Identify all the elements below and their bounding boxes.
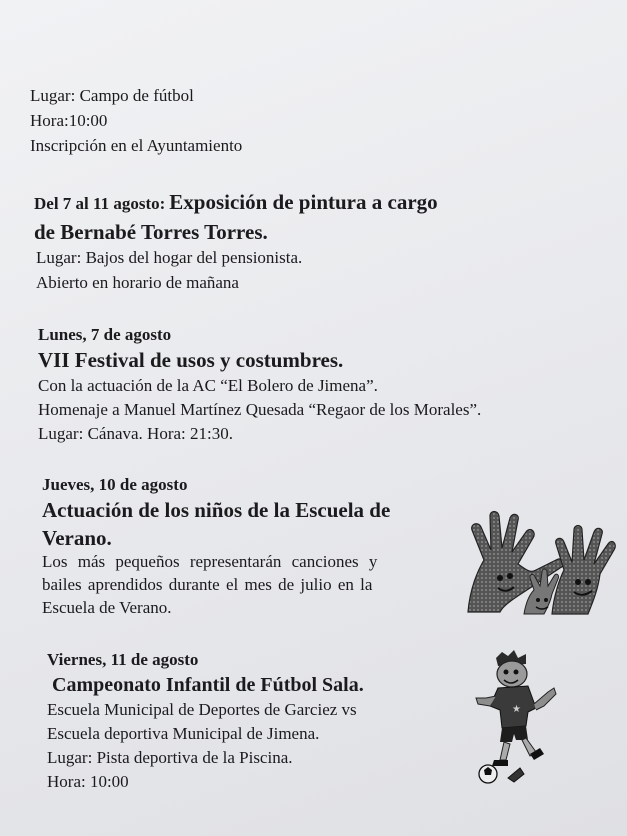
event3-line3: Escuela de Verano.	[42, 598, 172, 617]
football-player-illustration	[468, 648, 568, 788]
event1-date: Del 7 al 11 agosto:	[34, 194, 166, 213]
event2-line2: Homenaje a Manuel Martínez Quesada “Regaor de los Morales”.	[38, 400, 482, 419]
event1-title-line1: Exposición de pintura a cargo	[169, 190, 438, 214]
event4-line4: Hora: 10:00	[47, 772, 129, 791]
event4-date: Viernes, 11 de agosto	[47, 650, 199, 669]
event4-line2: Escuela deportiva Municipal de Jimena.	[47, 724, 320, 743]
event1-heading	[34, 190, 438, 215]
event4-line3: Lugar: Pista deportiva de la Piscina.	[47, 748, 293, 767]
event2-line1: Con la actuación de la AC “El Bolero de Jimena”.	[38, 376, 378, 395]
event2-date: Lunes, 7 de agosto	[38, 325, 172, 344]
event4-line1: Escuela Municipal de Deportes de Garciez vs	[47, 700, 357, 719]
event1-title-line2: de Bernabé Torres Torres.	[34, 220, 268, 244]
painted-hands-illustration	[460, 508, 625, 616]
event3-line1: Los más pequeños representarán canciones y	[42, 552, 378, 571]
intro-inscripcion: Inscripción en el Ayuntamiento	[30, 136, 243, 155]
event3-date: Jueves, 10 de agosto	[42, 475, 188, 494]
event4-title: Campeonato Infantil de Fútbol Sala.	[52, 674, 364, 696]
event1-horario: Abierto en horario de mañana	[36, 273, 239, 292]
event3-title-line2: Verano.	[42, 526, 112, 550]
event1-lugar: Lugar: Bajos del hogar del pensionista.	[36, 248, 303, 267]
event3-line2: bailes aprendidos durante el mes de julio en la	[42, 575, 373, 594]
intro-hora: Hora:10:00	[30, 111, 108, 130]
shirt-star-icon: ★	[512, 704, 521, 715]
event2-title: VII Festival de usos y costumbres.	[38, 348, 344, 372]
event2-line3: Lugar: Cánava. Hora: 21:30.	[38, 424, 233, 443]
event3-title-line1: Actuación de los niños de la Escuela de	[42, 498, 391, 522]
intro-lugar: Lugar: Campo de fútbol	[30, 86, 194, 105]
